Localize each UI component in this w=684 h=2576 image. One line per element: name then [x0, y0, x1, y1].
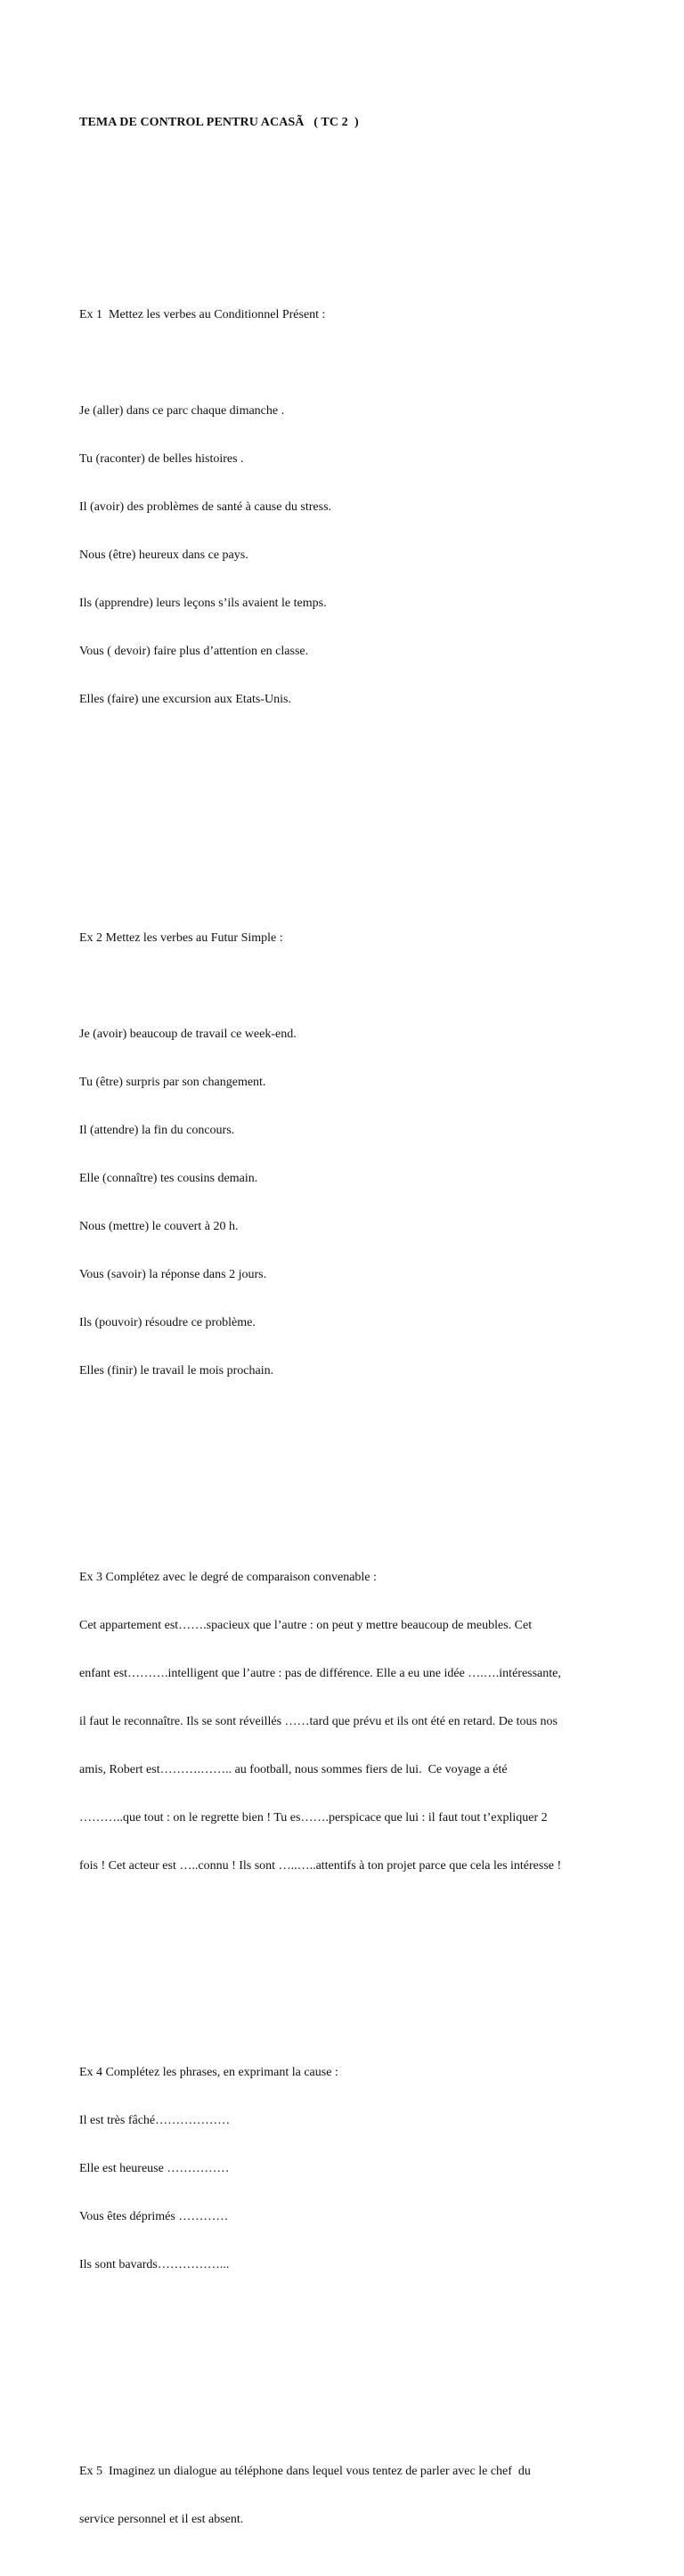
- exercise-4-item: Elle est heureuse ……………: [79, 2162, 230, 2175]
- exercise-2-item: Je (avoir) beaucoup de travail ce week-end.: [79, 1028, 297, 1041]
- exercise-3-text-line: enfant est……….intelligent que l’autre : pas de différence. Elle a eu une idée ….….intéressante,: [79, 1667, 561, 1680]
- exercise-4-item: Ils sont bavards……………...: [79, 2258, 230, 2271]
- spacer: [79, 179, 614, 211]
- exercise-2-item: Elles (finir) le travail le mois prochain.: [79, 1364, 274, 1377]
- exercise-4: [79, 2033, 614, 2305]
- exercise-2-item: Vous (savoir) la réponse dans 2 jours.: [79, 1268, 267, 1281]
- exercise-1-item: Ils (apprendre) leurs leçons s’ils avaient le temps.: [79, 597, 327, 610]
- exercise-5: [79, 2432, 614, 2560]
- exercise-3: [79, 1538, 614, 1906]
- exercise-2-item: Elle (connaître) tes cousins demain.: [79, 1172, 258, 1185]
- exercise-1: [79, 275, 614, 740]
- spacer: [79, 1954, 614, 1969]
- exercise-2-heading: Ex 2 Mettez les verbes au Futur Simple :: [79, 931, 283, 945]
- exercise-5-text-line: Ex 5 Imaginez un dialogue au téléphone dans lequel vous tentez de parler avec le chef du: [79, 2465, 531, 2478]
- exercise-3-text-line: fois ! Cet acteur est …..connu ! Ils sont …..…..attentifs à ton projet parce que cela les intéresse !: [79, 1859, 562, 1873]
- spacer: [79, 355, 614, 371]
- exercise-1-item: Il (avoir) des problèmes de santé à cause du stress.: [79, 500, 332, 514]
- exercise-5-text-line: service personnel et il est absent.: [79, 2513, 244, 2526]
- document-title: TEMA DE CONTROL PENTRU ACASÃ ( TC 2 ): [79, 116, 359, 129]
- exercise-3-text-line: Cet appartement est…….spacieux que l’autre : on peut y mettre beaucoup de meubles. Cet: [79, 1619, 533, 1632]
- exercise-3-text-line: ………..que tout : on le regrette bien ! Tu es…….perspicace que lui : il faut tout t’expliquer 2: [79, 1811, 548, 1824]
- spacer: [79, 1459, 614, 1474]
- exercise-1-heading: Ex 1 Mettez les verbes au Conditionnel Présent :: [79, 308, 326, 321]
- exercise-1-item: Vous ( devoir) faire plus d’attention en classe.: [79, 645, 309, 658]
- spacer: [79, 2353, 614, 2368]
- exercise-2: [79, 898, 614, 1411]
- spacer: [79, 788, 614, 834]
- exercise-1-item: Elles (faire) une excursion aux Etats-Unis.: [79, 693, 291, 706]
- exercise-3-text-line: amis, Robert est……….…….. au football, nous sommes fiers de lui. Ce voyage a été: [79, 1763, 508, 1776]
- exercise-1-item: Je (aller) dans ce parc chaque dimanche .: [79, 404, 285, 418]
- document-page: [79, 83, 614, 2576]
- exercise-2-item: Il (attendre) la fin du concours.: [79, 1124, 235, 1137]
- spacer: [79, 979, 614, 995]
- exercise-1-item: Tu (raconter) de belles histoires .: [79, 452, 244, 466]
- exercise-2-item: Tu (être) surpris par son changement.: [79, 1076, 266, 1089]
- exercise-4-item: Il est très fâché………………: [79, 2114, 231, 2127]
- exercise-4-heading: Ex 4 Complétez les phrases, en exprimant la cause :: [79, 2066, 338, 2079]
- exercise-4-item: Vous êtes déprimés …………: [79, 2210, 229, 2223]
- exercise-3-heading: Ex 3 Complétez avec le degré de comparaison convenable :: [79, 1571, 377, 1584]
- exercise-3-text-line: il faut le reconnaître. Ils se sont réveillés ……tard que prévu et ils ont été en retard. De tous nos: [79, 1715, 558, 1728]
- exercise-2-item: Nous (mettre) le couvert à 20 h.: [79, 1220, 239, 1233]
- exercise-1-item: Nous (être) heureux dans ce pays.: [79, 549, 248, 562]
- exercise-2-item: Ils (pouvoir) résoudre ce problème.: [79, 1316, 256, 1329]
